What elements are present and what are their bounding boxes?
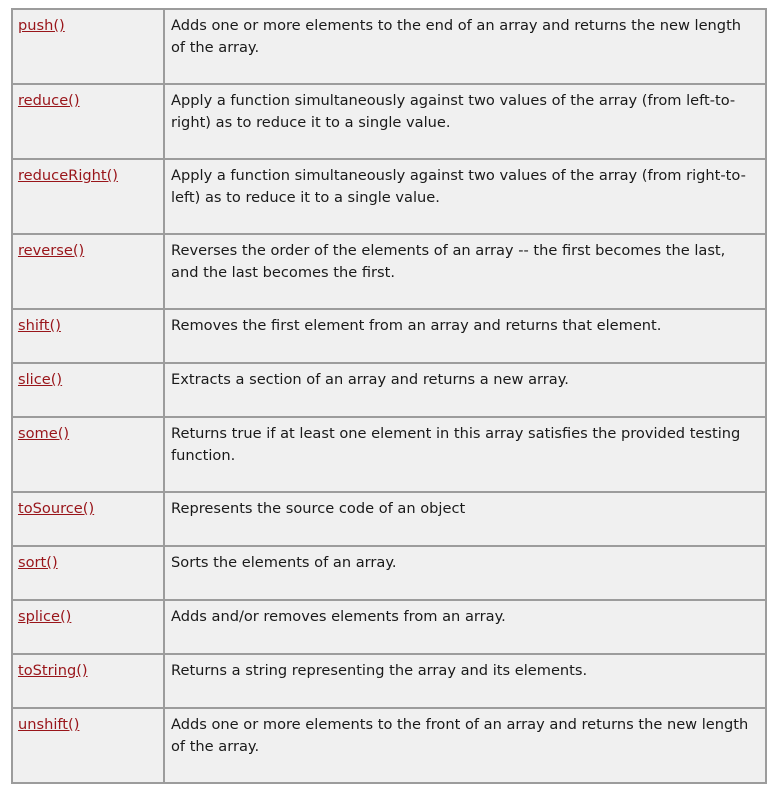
method-link-tosource[interactable]: toSource() [18, 500, 95, 517]
method-link-reduceright[interactable]: reduceRight() [18, 167, 118, 184]
method-name-cell [12, 654, 164, 708]
method-name-cell [12, 492, 164, 546]
method-description-cell: Returns true if at least one element in this array satisfies the provided testing function. [164, 417, 766, 492]
method-name-cell [12, 309, 164, 363]
table-row [12, 363, 766, 417]
method-description-cell: Adds one or more elements to the front of an array and returns the new length of the array. [164, 708, 766, 783]
method-name-cell [12, 363, 164, 417]
table-row [12, 708, 766, 783]
method-name-cell [12, 159, 164, 234]
method-description-cell: Removes the first element from an array and returns that element. [164, 309, 766, 363]
method-name-cell [12, 708, 164, 783]
method-link-reverse[interactable]: reverse() [18, 242, 85, 259]
method-link-reduce[interactable]: reduce() [18, 92, 80, 109]
method-description-cell: Sorts the elements of an array. [164, 546, 766, 600]
method-link-push[interactable]: push() [18, 17, 65, 34]
method-description-cell: Apply a function simultaneously against two values of the array (from left-to-right) as to reduce it to a single value. [164, 84, 766, 159]
method-description-cell: Adds one or more elements to the end of an array and returns the new length of the array. [164, 9, 766, 84]
method-link-some[interactable]: some() [18, 425, 70, 442]
table-row [12, 234, 766, 309]
method-description-cell: Reverses the order of the elements of an array -- the first becomes the last, and the last becomes the first. [164, 234, 766, 309]
method-name-cell [12, 417, 164, 492]
method-link-shift[interactable]: shift() [18, 317, 61, 334]
method-name-cell [12, 9, 164, 84]
method-description-cell: Represents the source code of an object [164, 492, 766, 546]
method-link-tostring[interactable]: toString() [18, 662, 88, 679]
table-row [12, 546, 766, 600]
table-row [12, 600, 766, 654]
method-link-sort[interactable]: sort() [18, 554, 58, 571]
table-row [12, 84, 766, 159]
method-description-cell: Adds and/or removes elements from an array. [164, 600, 766, 654]
method-name-cell [12, 600, 164, 654]
method-description-cell: Returns a string representing the array and its elements. [164, 654, 766, 708]
method-link-slice[interactable]: slice() [18, 371, 63, 388]
method-name-cell [12, 234, 164, 309]
method-link-unshift[interactable]: unshift() [18, 716, 80, 733]
method-description-cell: Apply a function simultaneously against two values of the array (from right-to-left) as to reduce it to a single value. [164, 159, 766, 234]
table-row [12, 417, 766, 492]
table-row [12, 9, 766, 84]
method-name-cell [12, 546, 164, 600]
table-row [12, 492, 766, 546]
method-description-cell: Extracts a section of an array and returns a new array. [164, 363, 766, 417]
table-row [12, 654, 766, 708]
method-link-splice[interactable]: splice() [18, 608, 72, 625]
method-name-cell [12, 84, 164, 159]
table-row [12, 159, 766, 234]
methods-table-container [11, 8, 767, 784]
array-methods-table [11, 8, 767, 784]
table-row [12, 309, 766, 363]
